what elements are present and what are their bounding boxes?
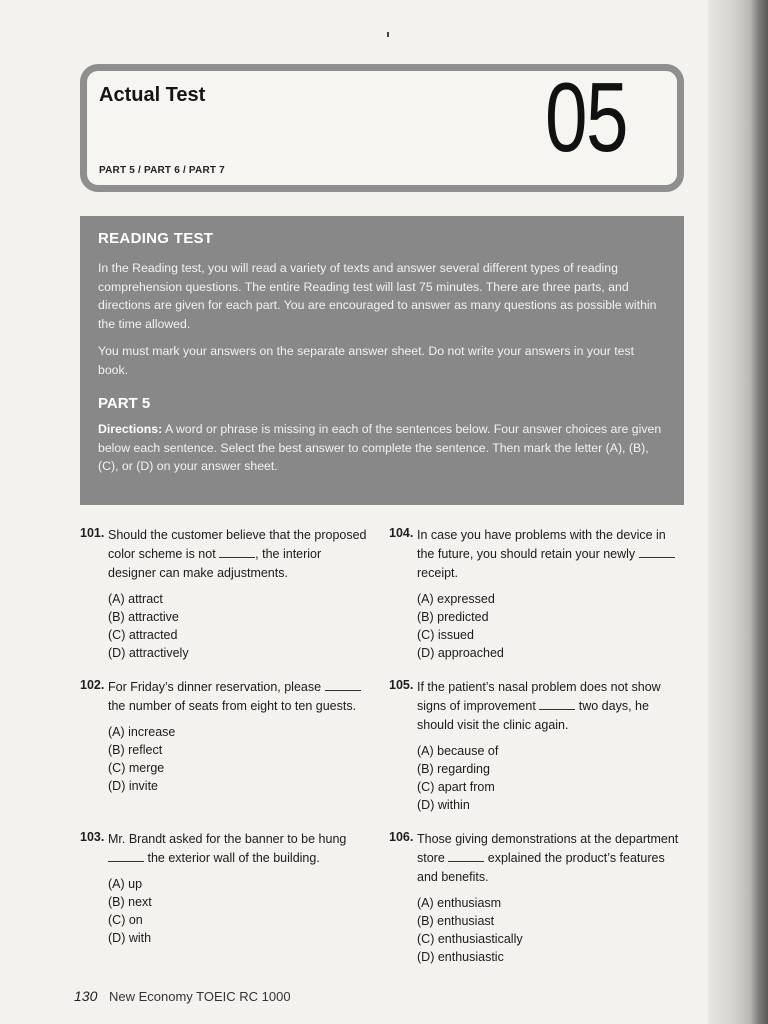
option-d: (D) with [108,931,152,945]
book-title: New Economy TOEIC RC 1000 [108,989,291,1004]
option-a: (A) increase [108,725,176,739]
question-text-after: receipt. [417,566,458,580]
option-d: (D) within [417,798,470,812]
answer-blank [448,849,484,862]
question-number: 106. [389,830,414,844]
option-b: (B) attractive [108,610,179,624]
page-number: 130 [74,988,98,1004]
question-105 [389,678,681,830]
option-a: (A) expressed [417,592,495,606]
question-text-before: Mr. Brandt asked for the banner to be hung [108,832,347,846]
question-number: 105. [389,678,414,692]
option-a: (A) attract [108,592,163,606]
question-number: 102. [80,678,105,692]
question-101 [80,526,372,678]
scan-mark [387,32,389,37]
question-text-before: For Friday’s dinner reservation, please [108,680,325,694]
answer-options [417,894,681,966]
option-b: (B) next [108,895,152,909]
option-d: (D) attractively [108,646,189,660]
option-c: (C) attracted [108,628,178,642]
question-text-before: Those giving demonstrations at the department store [417,832,679,865]
question-text-after: two days, he should visit the clinic again. [417,699,649,732]
question-text [108,678,372,716]
answer-blank [639,545,675,558]
test-number: 05 [545,62,627,172]
option-c: (C) enthusiastically [417,932,523,946]
question-text-before: If the patient’s nasal problem does not show signs of improvement [417,680,661,713]
question-number: 104. [389,526,414,540]
answer-options [417,742,681,814]
page-footer [74,988,291,1004]
question-text [417,678,681,735]
directions-text: A word or phrase is missing in each of the sentences below. Four answer choices are given below each sentence. Select the best answer to complete the sentence. Then mark the letter (A), (B), (C), or (D) on your answer sheet. [98,422,662,473]
option-c: (C) apart from [417,780,495,794]
part-heading: PART 5 [98,395,151,412]
question-text [108,526,372,583]
header-title: Actual Test [99,84,206,106]
question-number: 103. [80,830,105,844]
question-text-before: In case you have problems with the device in the future, you should retain your newly [417,528,666,561]
question-text-before: Should the customer believe that the proposed color scheme is not [108,528,367,561]
option-b: (B) enthusiast [417,914,495,928]
question-text-after: the number of seats from eight to ten guests. [108,699,357,713]
book-spine-shadow [708,0,768,1024]
questions-right-column [389,526,681,966]
question-text-after: , the interior designer can make adjustments. [108,547,322,580]
option-a: (A) up [108,877,143,891]
directions [98,420,666,476]
instructions-paragraph-1: In the Reading test, you will read a variety of texts and answer several different types of reading comprehension questions. The entire Reading test will last 75 minutes. There are three parts, and directions are given for each part. You are encouraged to answer as many questions as possible within the time allowed. [98,261,657,331]
instructions-box [80,216,684,505]
question-106 [389,830,681,966]
instructions-paragraph-2: You must mark your answers on the separate answer sheet. Do not write your answers in your test book. [98,344,635,377]
question-text-after: explained the product’s features and benefits. [417,851,665,884]
question-text [417,830,681,887]
option-c: (C) issued [417,628,474,642]
option-d: (D) enthusiastic [417,950,504,964]
answer-options [108,590,372,662]
option-c: (C) on [108,913,143,927]
question-103 [80,830,372,947]
option-b: (B) regarding [417,762,490,776]
option-b: (B) reflect [108,743,163,757]
answer-blank [539,697,575,710]
reading-test-heading: READING TEST [98,230,214,247]
option-d: (D) approached [417,646,504,660]
answer-options [108,875,372,947]
answer-options [108,723,372,795]
question-number: 101. [80,526,105,540]
option-c: (C) merge [108,761,165,775]
option-a: (A) because of [417,744,499,758]
answer-options [417,590,681,662]
option-a: (A) enthusiasm [417,896,502,910]
option-b: (B) predicted [417,610,489,624]
answer-blank [108,849,144,862]
question-text-after: the exterior wall of the building. [144,851,320,865]
answer-blank [219,545,255,558]
header-parts: PART 5 / PART 6 / PART 7 [99,165,225,176]
answer-blank [325,678,361,691]
question-102 [80,678,372,830]
question-104 [389,526,681,678]
option-d: (D) invite [108,779,159,793]
questions-left-column [80,526,372,947]
question-text [108,830,372,868]
directions-label: Directions: [98,422,163,436]
question-text [417,526,681,583]
